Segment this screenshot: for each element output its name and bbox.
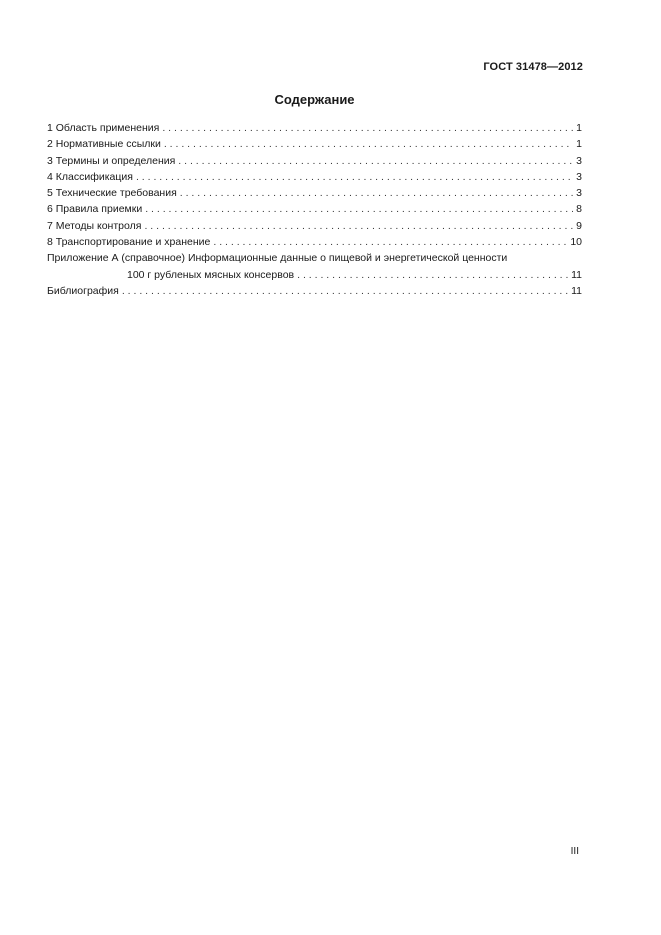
- toc-entry[interactable]: [47, 120, 582, 136]
- toc-leader-dots: [178, 153, 573, 169]
- toc-entry-label: Библиография: [47, 284, 119, 297]
- toc-entry[interactable]: [47, 169, 582, 185]
- toc-leader-dots: [144, 218, 573, 234]
- toc-entry-page: 11: [571, 284, 582, 297]
- toc-leader-dots: [162, 120, 573, 136]
- toc-entry-label: 1 Область применения: [47, 122, 160, 134]
- toc-entry-page: 3: [576, 154, 582, 167]
- toc-entry-label: 4 Классификация: [47, 170, 133, 183]
- toc-leader-dots: [164, 136, 573, 152]
- toc-entry-label: 5 Технические требования: [47, 187, 177, 200]
- toc-title: Содержание: [274, 92, 355, 107]
- toc-leader-dots: [136, 169, 573, 185]
- toc-entry[interactable]: [47, 136, 582, 152]
- toc-entry-page: 9: [576, 219, 582, 232]
- toc-entry-label: 8 Транспортирование и хранение: [47, 236, 211, 249]
- toc-entry-label: 2 Нормативные ссылки: [47, 138, 161, 151]
- toc-entry-label: 7 Методы контроля: [47, 219, 142, 232]
- toc-leader-dots: [145, 201, 573, 217]
- toc-entry-bibliography[interactable]: [47, 283, 582, 299]
- page-number: III: [570, 846, 579, 857]
- toc-entry-page: 1: [576, 138, 582, 151]
- toc-entry-page: 1: [576, 122, 582, 134]
- toc-entry[interactable]: [47, 201, 582, 217]
- toc-appendix-title: Приложение А (справочное) Информационные данные о пищевой и энергетической ценности: [47, 252, 508, 265]
- table-of-contents: [47, 120, 582, 299]
- toc-leader-dots: [213, 234, 567, 250]
- toc-entry[interactable]: [47, 153, 582, 169]
- toc-appendix-entry[interactable]: [47, 250, 582, 266]
- toc-entry[interactable]: [47, 218, 582, 234]
- toc-entry-page: 3: [576, 170, 582, 183]
- toc-entry[interactable]: [47, 234, 582, 250]
- toc-entry-page: 8: [576, 203, 582, 216]
- toc-leader-dots: [297, 267, 568, 283]
- toc-appendix-continuation[interactable]: [47, 267, 582, 283]
- document-code: ГОСТ 31478—2012: [483, 61, 583, 73]
- toc-leader-dots: [122, 283, 568, 299]
- toc-entry-label: 6 Правила приемки: [47, 203, 143, 216]
- toc-entry-page: 3: [576, 187, 582, 200]
- toc-entry-page: 10: [570, 236, 582, 249]
- toc-appendix-subtitle: 100 г рубленых мясных консервов: [127, 268, 295, 281]
- toc-entry[interactable]: [47, 185, 582, 201]
- toc-entry-page: 11: [571, 268, 582, 281]
- toc-entry-label: 3 Термины и определения: [47, 154, 176, 167]
- toc-leader-dots: [180, 185, 573, 201]
